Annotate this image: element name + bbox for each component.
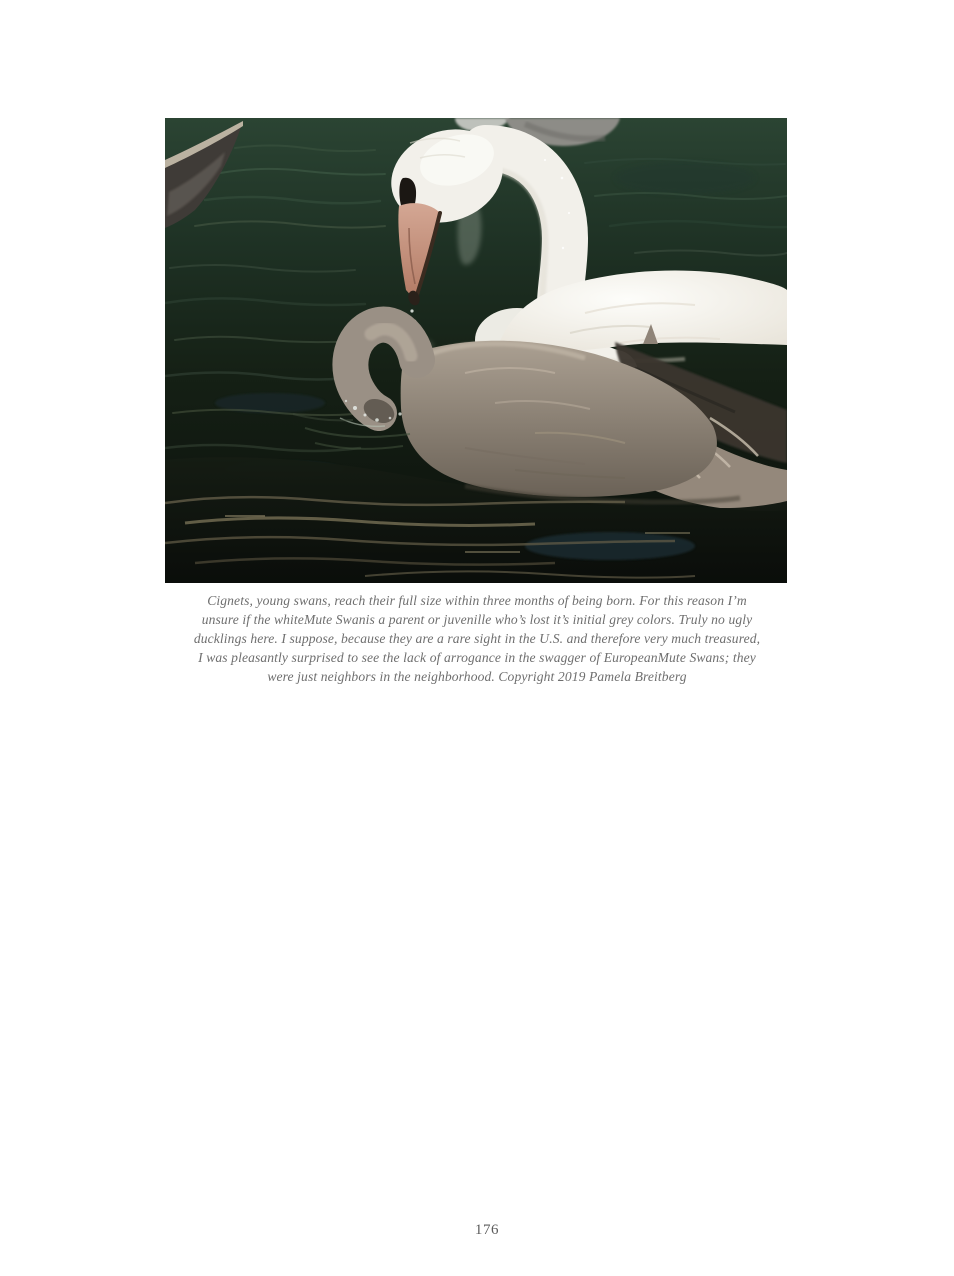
photo-caption [0, 591, 954, 686]
caption-line-2: unsure if the whiteMute Swanis a parent or juvenille who’s lost it’s initial grey colors. Truly no ugly [201, 612, 753, 627]
caption-line-3: ducklings here. I suppose, because they are a rare sight in the U.S. and therefore very much treasured, [193, 631, 761, 646]
caption-line-4: I was pleasantly surprised to see the lack of arrogance in the swagger of EuropeanMute Swans; they [198, 650, 756, 665]
swan-photo [165, 118, 787, 583]
swan-photo-figure [165, 118, 787, 583]
page-number: 176 [474, 1222, 500, 1238]
caption-line-1: Cignets, young swans, reach their full size within three months of being born. For this reason I’m [207, 593, 747, 608]
water-droplet [410, 309, 413, 312]
caption-line-5: were just neighbors in the neighborhood. Copyright 2019 Pamela Breitberg [267, 669, 687, 684]
